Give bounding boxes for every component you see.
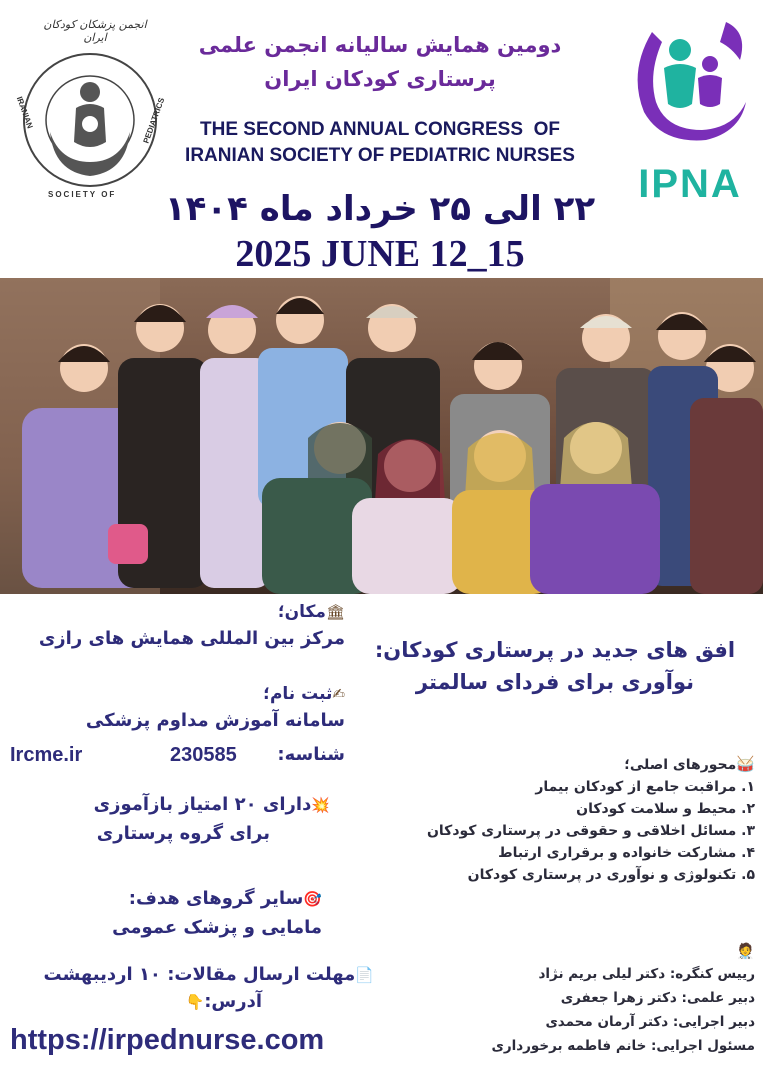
venue-block bbox=[0, 602, 345, 649]
theme-line2: نوآوری برای فردای سالمتر bbox=[415, 670, 695, 694]
main-axes bbox=[380, 754, 755, 886]
credits-line1: دارای ۲۰ امتیاز بازآموزی bbox=[93, 794, 312, 815]
registration-id-label: شناسه: bbox=[277, 744, 345, 765]
poster-header bbox=[0, 0, 763, 278]
credits-line2: برای گروه پرستاری bbox=[96, 823, 270, 844]
credits-line1-row bbox=[0, 794, 330, 815]
website-link[interactable]: https://irpednurse.com bbox=[10, 1024, 325, 1056]
staff-item: دبیر علمی: دکتر زهرا جعفری bbox=[560, 990, 755, 1006]
credits-block bbox=[0, 794, 330, 844]
registration-label-row bbox=[0, 684, 345, 704]
details-section bbox=[0, 594, 763, 1080]
axis-item: ۲. محیط و سلامت کودکان bbox=[576, 801, 755, 817]
children-photo bbox=[0, 278, 763, 594]
registration-site[interactable]: Ircme.ir bbox=[10, 744, 83, 766]
english-title bbox=[160, 117, 600, 169]
english-title-line1: THE SECOND ANNUAL CONGRESS OF bbox=[200, 119, 560, 140]
logo-persian-text: انجمن پزشکان کودکان ایران bbox=[43, 18, 147, 44]
logo-ring-right: PEDIATRICS bbox=[141, 96, 167, 145]
document-icon: 📄 bbox=[355, 966, 374, 984]
logo-ring-bottom: SOCIETY OF bbox=[48, 190, 117, 199]
target-block bbox=[0, 888, 322, 938]
axis-item: ۴. مشارکت خانواده و برقراری ارتباط bbox=[498, 845, 755, 861]
target-label: سایر گروهای هدف: bbox=[128, 888, 304, 909]
registration-id-value: 230585 bbox=[170, 744, 237, 766]
english-date: 2025 JUNE 12_15 bbox=[235, 233, 525, 275]
congress-theme bbox=[370, 634, 740, 698]
axis-item: ۱. مراقبت جامع از کودکان بیمار bbox=[535, 779, 755, 795]
registration-block bbox=[0, 684, 345, 731]
venue-value: مرکز بین المللی همایش های رازی bbox=[38, 628, 345, 649]
staff-item: مسئول اجرایی: خانم فاطمه برخورداری bbox=[491, 1038, 755, 1054]
ipna-emblem bbox=[622, 12, 754, 162]
ipna-logo bbox=[622, 12, 754, 210]
staff-item: دبیر اجرایی: دکتر آرمان محمدی bbox=[545, 1014, 755, 1030]
registration-label: ثبت نام؛ bbox=[263, 684, 333, 704]
registration-system: سامانه آموزش مداوم پزشکی bbox=[85, 710, 345, 731]
persian-date: ۲۲ الی ۲۵ خرداد ماه ۱۴۰۴ bbox=[164, 189, 596, 229]
venue-label-row bbox=[0, 602, 345, 622]
deadline-row bbox=[0, 964, 374, 985]
organizers bbox=[430, 942, 755, 1058]
axis-item: ۳. مسائل اخلاقی و حقوقی در پرستاری کودکان bbox=[426, 823, 755, 839]
axes-title: محورهای اصلی؛ bbox=[624, 757, 737, 773]
address-row bbox=[0, 991, 374, 1012]
english-title-line2: IRANIAN SOCIETY OF PEDIATRIC NURSES bbox=[185, 145, 575, 166]
classical-building-icon: 🏛 bbox=[325, 603, 345, 621]
persian-title-line1: دومین همایش سالیانه انجمن علمی bbox=[198, 33, 562, 57]
drum-icon: 🥁 bbox=[736, 755, 755, 773]
children-photo-illustration bbox=[0, 278, 763, 594]
health-workers-icon: 🧑‍⚕️ bbox=[736, 942, 755, 960]
pointing-down-icon: 👇 bbox=[185, 993, 205, 1011]
persian-title bbox=[190, 28, 570, 96]
collision-icon: 💥 bbox=[311, 796, 330, 814]
axes-title-row bbox=[380, 754, 755, 776]
target-label-row bbox=[0, 888, 322, 909]
address-label: آدرس: bbox=[204, 991, 262, 1012]
venue-label: مکان؛ bbox=[277, 602, 326, 622]
theme-line1: افق های جدید در پرستاری کودکان: bbox=[374, 638, 736, 662]
pediatrics-society-logo bbox=[10, 12, 170, 212]
deadline-text: مهلت ارسال مقالات: ۱۰ اردیبهشت bbox=[43, 964, 356, 985]
writing-hand-icon: ✍ bbox=[332, 685, 345, 703]
registration-id-row bbox=[10, 744, 345, 772]
target-value: مامایی و پزشک عمومی bbox=[112, 917, 322, 938]
logo-ring-left: IRANIAN bbox=[14, 95, 35, 130]
target-icon: 🎯 bbox=[303, 890, 322, 908]
deadline-block bbox=[0, 964, 374, 1012]
persian-title-line2: پرستاری کودکان ایران bbox=[264, 67, 496, 91]
axis-item: ۵. تکنولوژی و نوآوری در پرستاری کودکان bbox=[467, 867, 755, 883]
staff-item: رییس کنگره: دکتر لیلی بریم نژاد bbox=[538, 966, 755, 982]
ipna-wordmark: IPNA bbox=[638, 162, 742, 206]
